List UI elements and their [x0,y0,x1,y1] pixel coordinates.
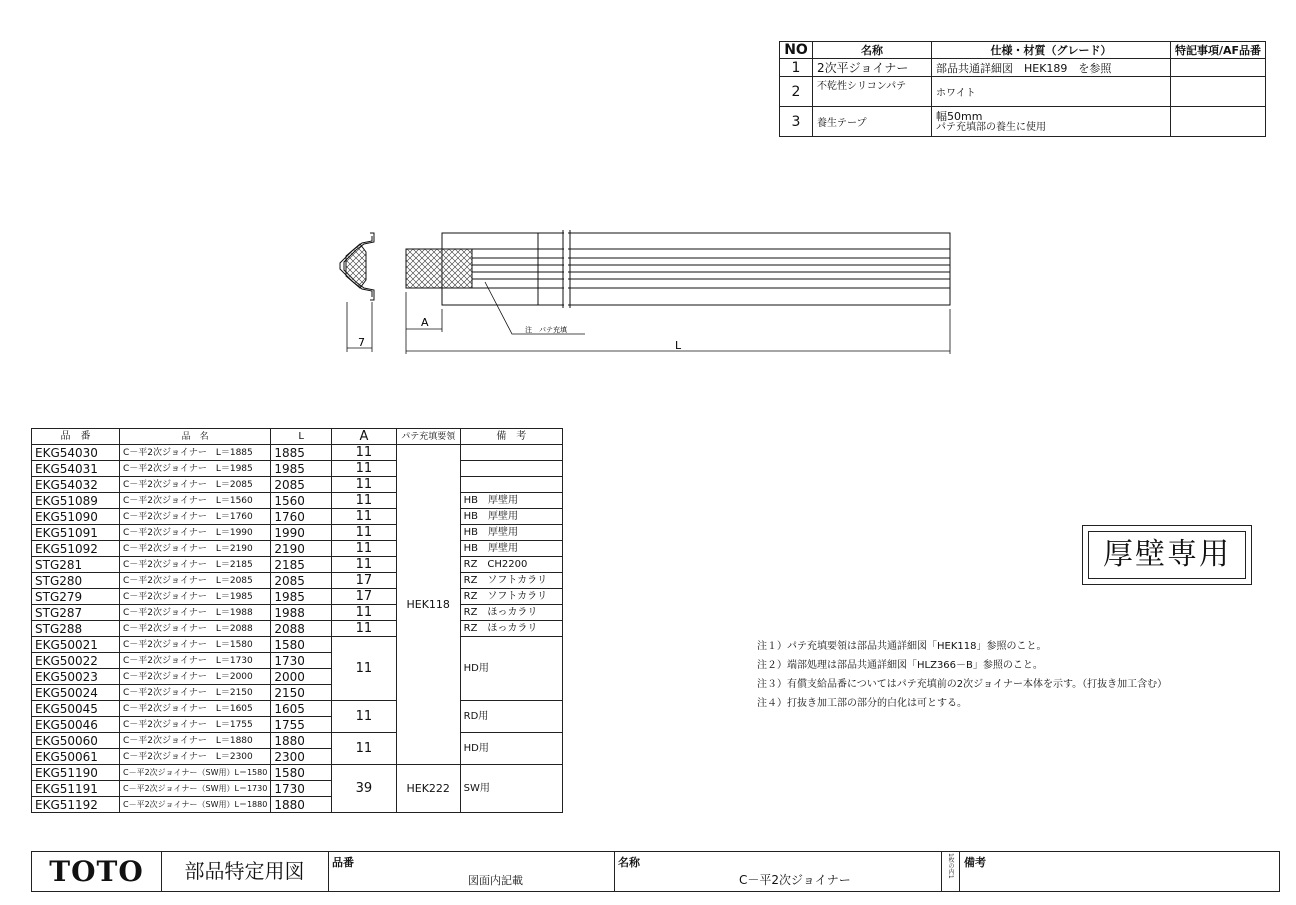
product-name: C－平2次ジョイナー L＝1755 [120,717,271,733]
remark: RZ ソフトカラリ [460,589,562,605]
part-no: EKG50024 [32,685,120,701]
dim-a-value: 11 [332,461,397,477]
part-no: EKG54031 [32,461,120,477]
remark: HB 厚壁用 [460,525,562,541]
table-row [32,733,563,749]
table-row [32,701,563,717]
part-no: STG280 [32,573,120,589]
product-name: C－平2次ジョイナー L＝2085 [120,477,271,493]
part-no: STG281 [32,557,120,573]
note-1: 注１）パテ充填要領は部品共通詳細図「HEK118」参照のこと。 [757,641,1047,652]
table-row [32,509,563,525]
product-name: C－平2次ジョイナー L＝1560 [120,493,271,509]
part-no: EKG51089 [32,493,120,509]
logo-cell [32,852,162,891]
part-no: EKG51092 [32,541,120,557]
part-no: EKG50045 [32,701,120,717]
dim-a-value: 11 [332,509,397,525]
product-name: C－平2次ジョイナー L＝1760 [120,509,271,525]
length: 1730 [271,781,332,797]
name-value: C－平2次ジョイナー [739,873,851,887]
putty-method: HEK222 [396,765,460,813]
length: 1880 [271,797,332,813]
remark: HB 厚壁用 [460,509,562,525]
length: 1580 [271,637,332,653]
remark: RZ ほっカラリ [460,621,562,637]
remark: HB 厚壁用 [460,541,562,557]
parts-name: 不乾性シリコンパテ [813,77,932,107]
dim-l: L [675,339,682,352]
dim-a-value: 39 [332,765,397,813]
note-2: 注２）端部処理は部品共通詳細図「HLZ366－B」参照のこと。 [757,660,1043,671]
joiner-drawing [320,222,960,362]
table-row [32,541,563,557]
note-3: 注３）有償支給品番についてはパテ充填前の2次ジョイナー本体を示す。（打抜き加工含む） [757,679,1168,690]
notes [757,637,1167,713]
product-name: C－平2次ジョイナー L＝2085 [120,573,271,589]
part-no: EKG50023 [32,669,120,685]
length: 1985 [271,589,332,605]
product-table-header [32,429,563,445]
parts-name: 養生テープ [813,107,932,137]
header-remark: 備 考 [460,429,562,445]
header-putty: パテ充填要領 [396,429,460,445]
length: 2300 [271,749,332,765]
header-note: 特記事項/AF品番 [1171,42,1266,59]
remark: RD用 [460,701,562,733]
doc-type-cell [161,852,329,891]
parts-note [1171,77,1266,107]
remark: SW用 [460,765,562,813]
part-no: EKG50046 [32,717,120,733]
parts-spec-cell [932,107,1171,137]
table-row [32,621,563,637]
table-row [32,589,563,605]
product-name: C－平2次ジョイナー（SW用）L＝1880 [120,797,271,813]
part-no: EKG50022 [32,653,120,669]
part-no: EKG54032 [32,477,120,493]
parts-spec: 部品共通詳細図 HEK189 を参照 [932,59,1171,77]
dim-a-value: 11 [332,733,397,765]
part-no: STG279 [32,589,120,605]
part-no: EKG51192 [32,797,120,813]
dim-a-value: 17 [332,589,397,605]
remark: HD用 [460,637,562,701]
putty-method: HEK118 [396,445,460,765]
product-name: C－平2次ジョイナー L＝1990 [120,525,271,541]
table-row [32,525,563,541]
remark: HD用 [460,733,562,765]
product-name: C－平2次ジョイナー L＝1580 [120,637,271,653]
part-no: EKG50061 [32,749,120,765]
table-row [32,557,563,573]
dim-a-value: 11 [332,605,397,621]
length: 1985 [271,461,332,477]
dim-a-value: 17 [332,573,397,589]
length: 1988 [271,605,332,621]
part-no: EKG54030 [32,445,120,461]
dim-a-value: 11 [332,493,397,509]
dim-7: 7 [358,336,365,349]
product-name: C－平2次ジョイナー L＝1730 [120,653,271,669]
product-name: C－平2次ジョイナー L＝2190 [120,541,271,557]
header-spec: 仕様・材質（グレード） [932,42,1171,59]
name-cell [614,852,942,891]
doc-type: 部品特定用図 [184,859,305,883]
header-a: A [332,429,397,445]
remark [460,461,562,477]
product-table [31,428,563,813]
parts-table-header [780,42,1266,59]
length: 2185 [271,557,332,573]
product-name: C－平2次ジョイナー L＝1885 [120,445,271,461]
product-name: C－平2次ジョイナー（SW用）L＝1580 [120,765,271,781]
remark: HB 厚壁用 [460,493,562,509]
length: 2085 [271,477,332,493]
remark: RZ ソフトカラリ [460,573,562,589]
table-row [32,765,563,781]
dim-a-value: 11 [332,701,397,733]
part-no: EKG51190 [32,765,120,781]
name-label: 名称 [618,856,640,869]
length: 1990 [271,525,332,541]
length: 2088 [271,621,332,637]
parts-note [1171,107,1266,137]
product-name: C－平2次ジョイナー L＝2185 [120,557,271,573]
dim-a-value: 11 [332,477,397,493]
table-row [32,493,563,509]
plan-view [406,227,950,354]
dim-a: A [421,316,429,329]
length: 1730 [271,653,332,669]
parts-row [780,77,1266,107]
part-no: EKG51191 [32,781,120,797]
note-4: 注４）打抜き加工部の部分的白化は可とする。 [757,698,967,709]
length: 1560 [271,493,332,509]
toto-logo: TOTO [49,855,144,888]
part-no: STG288 [32,621,120,637]
part-no: EKG50021 [32,637,120,653]
product-name: C－平2次ジョイナー L＝2000 [120,669,271,685]
dim-a-value: 11 [332,525,397,541]
product-name: C－平2次ジョイナー L＝1985 [120,589,271,605]
table-row [32,445,563,461]
length: 1885 [271,445,332,461]
table-row [32,605,563,621]
parts-name: 2次平ジョイナー [813,59,932,77]
parts-note [1171,59,1266,77]
title-block [31,851,1280,892]
header-part-no: 品 番 [32,429,120,445]
dim-a-value: 11 [332,637,397,701]
length: 1605 [271,701,332,717]
header-name: 名称 [813,42,932,59]
dim-a-value: 11 [332,445,397,461]
table-row [32,637,563,653]
dim-a-value: 11 [332,557,397,573]
product-name: C－平2次ジョイナー L＝2300 [120,749,271,765]
length: 2190 [271,541,332,557]
remark [460,445,562,461]
product-name: C－平2次ジョイナー L＝1985 [120,461,271,477]
part-no: EKG51090 [32,509,120,525]
parts-spec: ホワイト [932,77,1171,107]
parts-no: 2 [780,77,813,107]
cross-section [340,233,374,352]
parts-no: 3 [780,107,813,137]
dim-a-value: 11 [332,541,397,557]
length: 2000 [271,669,332,685]
header-l: L [271,429,332,445]
length: 1760 [271,509,332,525]
parts-spec-detail: パテ充填部の養生に使用 [936,121,1046,133]
stamp-text: 厚壁専用 [1088,531,1246,579]
length: 1755 [271,717,332,733]
length: 2085 [271,573,332,589]
dim-a-value: 11 [332,621,397,637]
length: 1580 [271,765,332,781]
remark [460,477,562,493]
product-name: C－平2次ジョイナー L＝1605 [120,701,271,717]
header-product-name: 品 名 [120,429,271,445]
product-name: C－平2次ジョイナー（SW用）L＝1730 [120,781,271,797]
product-name: C－平2次ジョイナー L＝1880 [120,733,271,749]
remark-label: 備考 [964,856,986,869]
table-row [32,461,563,477]
remark: RZ ほっカラリ [460,605,562,621]
thick-wall-stamp [1082,525,1252,585]
length: 2150 [271,685,332,701]
parts-no: 1 [780,59,813,77]
part-no-cell [328,852,615,891]
part-no: EKG50060 [32,733,120,749]
parts-row [780,59,1266,77]
part-no: EKG51091 [32,525,120,541]
parts-row [780,107,1266,137]
header-no: NO [780,42,813,59]
product-name: C－平2次ジョイナー L＝2088 [120,621,271,637]
product-name: C－平2次ジョイナー L＝1988 [120,605,271,621]
putty-note: 注 パテ充填 [525,326,567,334]
table-row [32,477,563,493]
length: 1880 [271,733,332,749]
remark: RZ CH2200 [460,557,562,573]
parts-table [779,41,1266,137]
table-row [32,573,563,589]
part-no-label: 品番 [332,856,354,869]
parts-spec: 幅50mm [936,109,983,123]
part-no: STG287 [32,605,120,621]
part-no-value: 図面内記載 [468,874,523,887]
sheet-cell [941,852,960,891]
product-name: C－平2次ジョイナー L＝2150 [120,685,271,701]
sheet-number: 1枚の内1 [947,853,954,879]
